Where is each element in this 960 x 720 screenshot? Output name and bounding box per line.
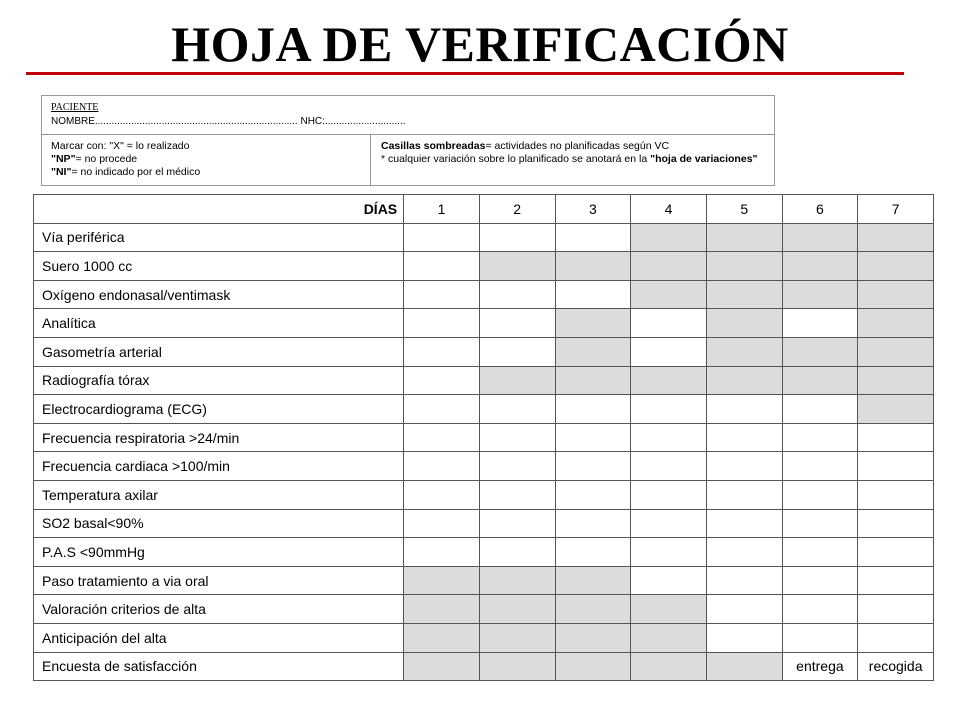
shaded-day-cell [555,337,631,366]
day-check-cell[interactable] [858,566,934,595]
legend-ni-text: = no indicado por el médico [71,166,201,178]
shaded-day-cell [555,652,631,681]
shaded-day-cell [404,595,480,624]
table-row [34,538,934,567]
day-check-cell[interactable] [631,480,707,509]
shaded-day-cell [555,623,631,652]
activity-label: Electrocardiograma (ECG) [34,395,404,424]
shaded-day-cell [782,252,858,281]
day-check-cell[interactable] [858,480,934,509]
legend-np-code: "NP" [51,153,76,165]
day-check-cell[interactable] [858,538,934,567]
shaded-day-cell [782,223,858,252]
shaded-day-cell [404,623,480,652]
table-row [34,423,934,452]
day-check-cell[interactable] [706,566,782,595]
day-check-cell[interactable] [706,538,782,567]
day-check-cell[interactable] [706,595,782,624]
table-header-row [34,195,934,224]
shaded-day-cell [404,566,480,595]
day-check-cell[interactable] [404,452,480,481]
day-check-cell[interactable] [782,452,858,481]
table-row [34,223,934,252]
shaded-day-cell [706,337,782,366]
verification-table [33,194,934,681]
day-check-cell[interactable] [555,395,631,424]
activity-label: Vía periférica [34,223,404,252]
activity-label: Analítica [34,309,404,338]
day-check-cell[interactable] [479,280,555,309]
activity-label: Encuesta de satisfacción [34,652,404,681]
day-check-cell[interactable] [782,423,858,452]
shaded-day-cell [404,652,480,681]
day-check-cell[interactable] [782,480,858,509]
activity-label: Frecuencia respiratoria >24/min [34,423,404,452]
day-check-cell[interactable] [631,337,707,366]
day-check-cell[interactable] [631,423,707,452]
day-check-cell[interactable] [631,395,707,424]
shaded-day-cell [479,652,555,681]
legend-line-x: Marcar con: "X" = lo realizado [51,140,190,152]
day-check-cell[interactable]: entrega [782,652,858,681]
activity-label: Valoración criterios de alta [34,595,404,624]
day-check-cell[interactable] [404,280,480,309]
activity-label: Paso tratamiento a via oral [34,566,404,595]
shaded-day-cell [858,223,934,252]
day-check-cell[interactable] [782,566,858,595]
shaded-day-cell [479,252,555,281]
shaded-day-cell [479,366,555,395]
table-row [34,509,934,538]
table-row [34,595,934,624]
shaded-day-cell [631,280,707,309]
day-check-cell[interactable] [555,509,631,538]
day-check-cell[interactable] [706,509,782,538]
day-check-cell[interactable] [555,452,631,481]
activity-label: Gasometría arterial [34,337,404,366]
legend-line-ni [51,166,370,179]
shaded-day-cell [631,223,707,252]
day-header-5: 5 [706,195,782,224]
day-check-cell[interactable] [404,423,480,452]
day-check-cell[interactable] [479,337,555,366]
day-check-cell[interactable] [706,395,782,424]
day-check-cell[interactable] [782,509,858,538]
table-row [34,337,934,366]
marking-legend [42,135,371,185]
day-check-cell[interactable] [404,366,480,395]
shaded-day-cell [555,366,631,395]
day-check-cell[interactable] [555,280,631,309]
day-check-cell[interactable] [404,480,480,509]
day-check-cell[interactable] [706,452,782,481]
day-check-cell[interactable] [782,623,858,652]
shaded-day-cell [706,280,782,309]
shading-legend-bold: Casillas sombreadas [381,140,486,152]
day-check-cell[interactable] [404,223,480,252]
day-check-cell[interactable] [404,252,480,281]
day-check-cell[interactable] [858,595,934,624]
day-header-3: 3 [555,195,631,224]
day-check-cell[interactable]: recogida [858,652,934,681]
day-check-cell[interactable] [404,509,480,538]
day-check-cell[interactable] [404,395,480,424]
day-check-cell[interactable] [479,395,555,424]
shaded-day-cell [858,309,934,338]
shaded-day-cell [858,395,934,424]
day-header-2: 2 [479,195,555,224]
shaded-day-cell [782,366,858,395]
legend-np-text: = no procede [75,153,138,165]
shaded-day-cell [631,652,707,681]
day-check-cell[interactable] [858,623,934,652]
day-check-cell[interactable] [706,423,782,452]
activity-label: Frecuencia cardiaca >100/min [34,452,404,481]
day-header-4: 4 [631,195,707,224]
day-check-cell[interactable] [404,337,480,366]
day-check-cell[interactable] [631,452,707,481]
days-header-label: DÍAS [34,195,404,224]
day-check-cell[interactable] [706,480,782,509]
day-check-cell[interactable] [782,395,858,424]
patient-info-box [41,95,775,186]
shaded-day-cell [706,252,782,281]
legend-ni-code: "NI" [51,166,72,178]
day-check-cell[interactable] [631,538,707,567]
shaded-day-cell [858,366,934,395]
shading-legend [372,135,774,185]
page-title: HOJA DE VERIFICACIÓN [171,16,789,72]
shaded-day-cell [631,623,707,652]
variation-note: * cualquier variación sobre lo planificado se anotará en la [381,153,651,165]
patient-header [42,96,774,135]
shaded-day-cell [706,366,782,395]
shaded-day-cell [631,252,707,281]
table-row [34,480,934,509]
day-check-cell[interactable] [555,223,631,252]
day-check-cell[interactable] [555,538,631,567]
patient-name-field: NOMBRE......................................................................... NHC:............................. [51,116,406,127]
table-row [34,452,934,481]
day-check-cell[interactable] [858,423,934,452]
day-check-cell[interactable] [479,480,555,509]
title-underline [26,72,904,75]
activity-label: SO2 basal<90% [34,509,404,538]
day-check-cell[interactable] [404,309,480,338]
shaded-day-cell [555,595,631,624]
activity-label: Anticipación del alta [34,623,404,652]
activity-label: P.A.S <90mmHg [34,538,404,567]
shading-legend-line2 [381,153,774,166]
patient-section-label: PACIENTE [51,102,99,113]
shaded-day-cell [782,280,858,309]
shaded-day-cell [858,280,934,309]
day-check-cell[interactable] [858,452,934,481]
day-header-6: 6 [782,195,858,224]
activity-label: Oxígeno endonasal/ventimask [34,280,404,309]
shaded-day-cell [479,566,555,595]
shaded-day-cell [479,595,555,624]
table-row [34,623,934,652]
shaded-day-cell [706,652,782,681]
table-row [34,395,934,424]
day-check-cell[interactable] [631,566,707,595]
day-check-cell[interactable] [631,309,707,338]
day-check-cell[interactable] [479,223,555,252]
variation-sheet-ref: "hoja de variaciones" [650,153,758,165]
activity-label: Temperatura axilar [34,480,404,509]
day-header-1: 1 [404,195,480,224]
shaded-day-cell [706,309,782,338]
table-row [34,566,934,595]
day-check-cell[interactable] [404,538,480,567]
shaded-day-cell [555,309,631,338]
day-check-cell[interactable] [479,309,555,338]
shading-legend-rest: = actividades no planificadas según VC [485,140,670,152]
shaded-day-cell [858,337,934,366]
shaded-day-cell [555,252,631,281]
shaded-day-cell [479,623,555,652]
day-check-cell[interactable] [782,595,858,624]
day-check-cell[interactable] [782,538,858,567]
shaded-day-cell [631,366,707,395]
day-check-cell[interactable] [631,509,707,538]
shaded-day-cell [706,223,782,252]
table-row [34,309,934,338]
shaded-day-cell [631,595,707,624]
day-check-cell[interactable] [555,423,631,452]
day-check-cell[interactable] [479,538,555,567]
table-row [34,280,934,309]
day-check-cell[interactable] [555,480,631,509]
day-header-7: 7 [858,195,934,224]
table-row [34,652,934,681]
day-check-cell[interactable] [858,509,934,538]
shading-legend-line1 [381,140,774,153]
activity-label: Suero 1000 cc [34,252,404,281]
table-row [34,252,934,281]
shaded-day-cell [782,337,858,366]
day-check-cell[interactable] [706,623,782,652]
day-check-cell[interactable] [479,452,555,481]
day-check-cell[interactable] [479,423,555,452]
shaded-day-cell [858,252,934,281]
activity-label: Radiografía tórax [34,366,404,395]
shaded-day-cell [555,566,631,595]
table-row [34,366,934,395]
day-check-cell[interactable] [479,509,555,538]
legend-line-np [51,153,370,166]
day-check-cell[interactable] [782,309,858,338]
